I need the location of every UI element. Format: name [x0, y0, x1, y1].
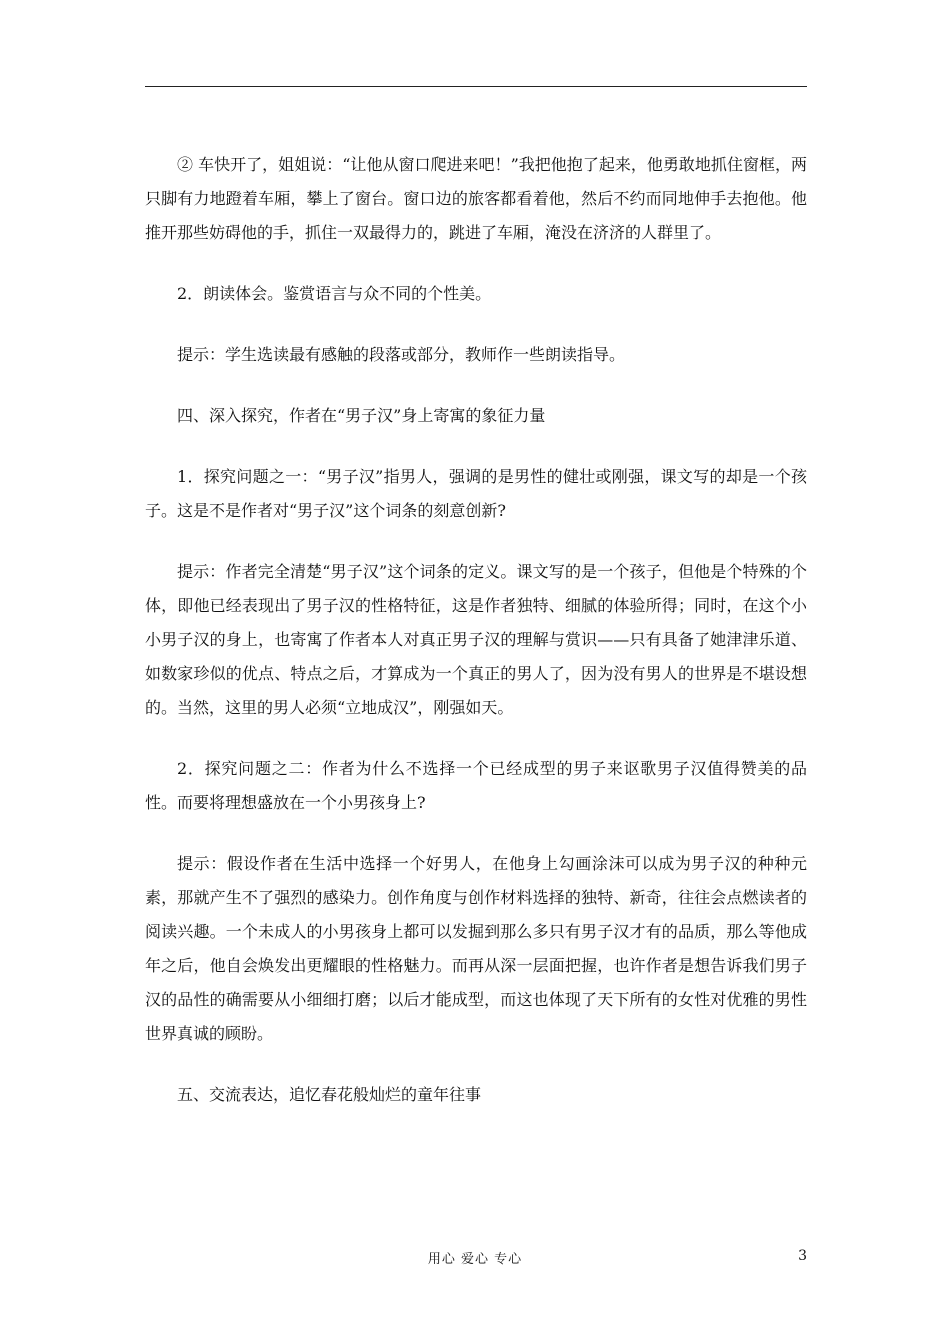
- paragraph: 提示：作者完全清楚“男子汉”这个词条的定义。课文写的是一个孩子，但他是个特殊的个体，即他已经表现出了男子汉的性格特征，这是作者独特、细腻的体验所得；同时，在这个小小男子汉的身上，也寄寓了作者本人对真正男子汉的理解与赏识——只有具备了她津津乐道、如数家珍似的优点、特点之后，才算成为一个真正的男人了，因为没有男人的世界是不堪设想的。当然，这里的男人必须“立地成汉”，刚强如天。: [145, 562, 807, 717]
- paragraph: ② 车快开了，姐姐说：“让他从窗口爬进来吧！”我把他抱了起来，他勇敢地抓住窗框，两只脚有力地蹬着车厢，攀上了窗台。窗口边的旅客都看着他，然后不约而同地伸手去抱他。他推开那些妨碍他的手，抓住一双最得力的，跳进了车厢，淹没在济济的人群里了。: [145, 155, 807, 242]
- footer-text: 用心 爱心 专心: [427, 1252, 523, 1267]
- header-rule: [145, 86, 807, 87]
- paragraph: 1．探究问题之一：“男子汉”指男人，强调的是男性的健壮或刚强，课文写的却是一个孩子。这是不是作者对“男子汉”这个词条的刻意创新?: [145, 467, 807, 520]
- paragraph: 2．朗读体会。鉴赏语言与众不同的个性美。: [177, 284, 492, 303]
- section-heading: 五、交流表达，追忆春花般灿烂的童年往事: [177, 1085, 482, 1104]
- section-heading: 四、深入探究，作者在“男子汉”身上寄寓的象征力量: [177, 406, 546, 425]
- body-text: [145, 148, 807, 1139]
- paragraph: 2．探究问题之二：作者为什么不选择一个已经成型的男子来讴歌男子汉值得赞美的品性。而要将理想盛放在一个小男孩身上?: [145, 759, 807, 812]
- paragraph: 提示：学生选读最有感触的段落或部分，教师作一些朗读指导。: [177, 345, 626, 364]
- page-number: 3: [798, 1248, 807, 1264]
- paragraph: 提示：假设作者在生活中选择一个好男人，在他身上勾画涂沫可以成为男子汉的种种元素，那就产生不了强烈的感染力。创作角度与创作材料选择的独特、新奇，往往会点燃读者的阅读兴趣。一个未成人的小男孩身上都可以发掘到那么多只有男子汉才有的品质，那么等他成年之后，他自会焕发出更耀眼的性格魅力。而再从深一层面把握，也许作者是想告诉我们男子汉的品性的确需要从小细细打磨；以后才能成型，而这也体现了天下所有的女性对优雅的男性世界真诚的顾盼。: [145, 854, 807, 1043]
